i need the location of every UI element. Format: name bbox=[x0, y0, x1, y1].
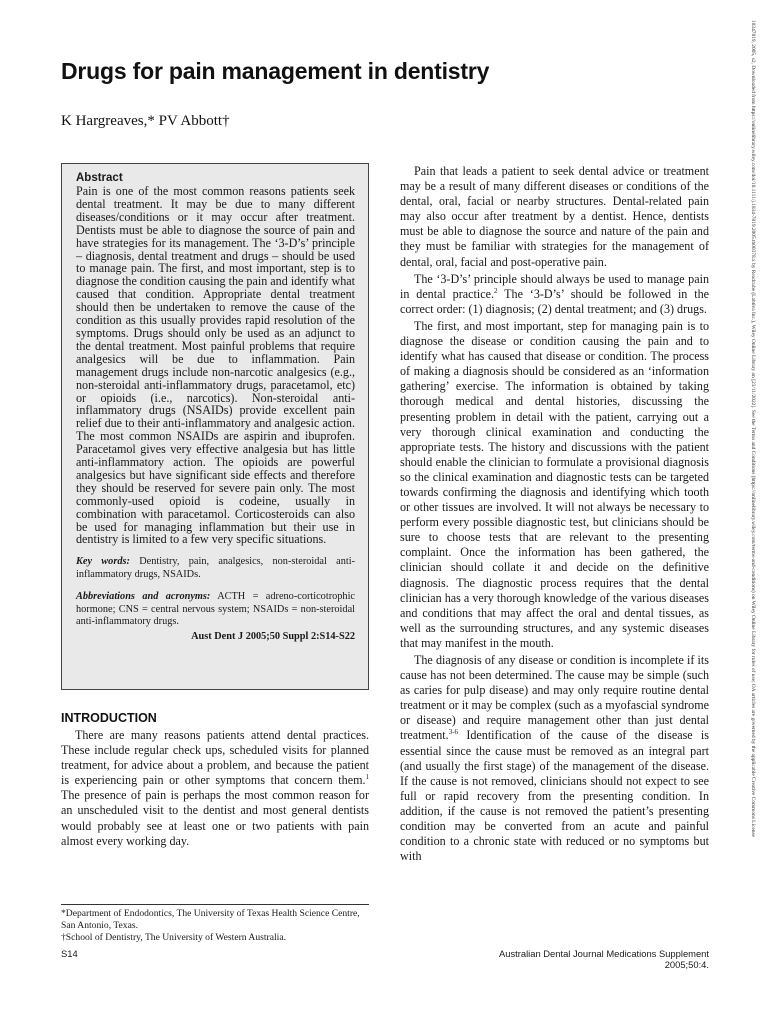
reference-marker: 3-6 bbox=[448, 728, 459, 737]
body-paragraph-4-text-b: Identification of the cause of the disease is essential since the cause must be removed as an integral part (and usually the first stage) of the management of the disease. If the cause is not removed, clinicians should not expect to see full or rapid recovery from the presenting condition. In addition, if the cause is not removed the patient’s presenting condition may be converted from an acute and painful condition to a chronic state with reduced or no symptoms but with bbox=[400, 728, 709, 864]
keywords-text: Dentistry, pain, analgesics, non-steroidal anti-inflammatory drugs, NSAIDs. bbox=[76, 556, 355, 580]
body-paragraph-4 bbox=[400, 653, 709, 864]
body-paragraph-2 bbox=[400, 272, 709, 317]
journal-footer: Australian Dental Journal Medications Supplement 2005;50:4. bbox=[498, 948, 709, 970]
reference-marker: 1 bbox=[365, 773, 369, 782]
introduction-body bbox=[61, 728, 369, 849]
article-title: Drugs for pain management in dentistry bbox=[61, 58, 490, 84]
body-paragraph-3: The first, and most important, step for managing pain is to diagnose the disease or condition causing the pain and to identify what has caused that disease or condition. The process of making a diagnosis should be considered as an ‘information gathering’ exercise. The information is obtained by taking thorough medical and dental histories, discussing the presenting problem in detail with the patient, carrying out a very thorough clinical examination and conducting the appropriate tests. The history and discussions with the patient should enable the clinician to formulate a provisional diagnosis so the clinical examination and diagnostic tests can be targeted towards confirming the diagnosis and identifying which tooth or other tissues are involved. It will not always be necessary to perform every possible diagnostic test, but clinicians should be sure to choose tests that are relevant to the presenting complaint. Once the information has been gathered, the clinician should collate it and decide on the definitive diagnosis. The diagnostic process requires that the dental clinician has a very thorough knowledge of the various diseases and conditions that may affect the oral and dental tissues, as well as the surrounding structures, and any systemic diseases that may manifest in the mouth. bbox=[400, 318, 709, 650]
introduction-paragraph bbox=[61, 728, 369, 849]
footnote-divider bbox=[61, 904, 369, 905]
abbreviations-label: Abbreviations and acronyms: bbox=[76, 591, 211, 603]
download-notice-text: 18347819, 2005, s2, Downloaded from https://onlinelibrary.wiley.com/doi/10.1111/j.1834-7819.2005.tb00378.x by Readcube (Labtiva Inc.), Wiley Online Library on [23/11/2022]. See the Terms and Conditions (https://onlinelibrary.wiley.com/terms-and-conditions) on Wiley Online Library for rules of use; OA articles are governed by the applicable Creative Commons License bbox=[750, 20, 756, 837]
footnote-affiliation-2: †School of Dentistry, The University of Western Australia. bbox=[61, 931, 286, 943]
right-column bbox=[400, 164, 709, 866]
abbreviations bbox=[76, 591, 355, 629]
footnote-affiliation-1: *Department of Endodontics, The University of Texas Health Science Centre, San Antonio, Texas. bbox=[61, 908, 360, 931]
reference-marker: 2 bbox=[493, 286, 498, 295]
page-number: S14 bbox=[61, 948, 78, 959]
footnotes bbox=[61, 908, 369, 943]
abstract-heading: Abstract bbox=[76, 172, 123, 184]
download-notice bbox=[747, 20, 759, 1010]
introduction-text-2: The presence of pain is perhaps the most common reason for an unscheduled visit to the dentist and most general dentists would probably see at least one or two patients with pain almost every working day. bbox=[61, 788, 369, 848]
introduction-text-1: There are many reasons patients attend dental practices. These include regular check ups, scheduled visits for planned treatment, for advice about a problem, and because the patient is experiencing pain or other symptoms that concern them. bbox=[61, 728, 369, 788]
keywords bbox=[76, 556, 355, 581]
introduction-heading: INTRODUCTION bbox=[61, 711, 157, 725]
body-paragraph-1: Pain that leads a patient to seek dental advice or treatment may be a result of many different diseases or conditions of the dental, oral, facial or nearby structures. Dental-related pain may also occur after treatment by a dentist. Hence, dentists must be able to diagnose the source and nature of the pain and they must be familiar with strategies for the management of dental, oral, facial and post-operative pain. bbox=[400, 164, 709, 269]
keywords-label: Key words: bbox=[76, 556, 130, 568]
article-authors: K Hargreaves,* PV Abbott† bbox=[61, 113, 230, 129]
journal-citation: Aust Dent J 2005;50 Suppl 2:S14-S22 bbox=[191, 630, 355, 642]
abbreviations-text: ACTH = adreno-corticotrophic hormone; CNS = central nervous system; NSAIDs = non-steroidal anti-inflammatory drugs. bbox=[76, 591, 356, 628]
body-paragraph-2-text-b: The ‘3-D’s’ should be followed in the correct order: (1) diagnosis; (2) dental treatment; and (3) drugs. bbox=[400, 286, 709, 316]
abstract-body: Pain is one of the most common reasons patients seek dental treatment. It may be due to many different diseases/conditions or it may occur after treatment. Dentists must be able to diagnose the source of pain and have strategies for its management. The ‘3-D’s’ principle – diagnosis, dental treatment and drugs – should be used to manage pain. The first, and most important, step is to diagnose the condition causing the pain and identify what caused that condition. Appropriate dental treatment should then be undertaken to remove the cause of the condition as this usually provides rapid resolution of the symptoms. Drugs should only be used as an adjunct to the dental treatment. Most painful problems that require analgesics will be due to inflammation. Pain management drugs include non-narcotic analgesics (e.g., non-steroidal anti-inflammatory drugs, paracetamol, etc) or opioids (i.e., narcotics). Non-steroidal anti-inflammatory drugs (NSAIDs) provide excellent pain relief due to their anti-inflammatory and analgesic action. The most common NSAIDs are aspirin and ibuprofen. Paracetamol gives very effective analgesia but has little anti-inflammatory action. The opioids are powerful analgesics but have significant side effects and therefore they should be reserved for severe pain only. The most commonly-used opioid is codeine, usually in combination with paracetamol. Corticosteroids can also be used for managing inflammation but their use in dentistry is limited to a few very specific situations. bbox=[76, 184, 355, 547]
body-paragraph-2-text-a: The ‘3-D’s’ principle should always be used to manage pain in dental practice. bbox=[400, 271, 709, 301]
body-paragraph-4-text-a: The diagnosis of any disease or condition is incomplete if its cause has not been determined. The cause may be simple (such as caries for pulp disease) and may only require routine dental treatment or it may be complex (such as a myofascial syndrome or disease) and require management other than just dental treatment. bbox=[400, 653, 709, 743]
abstract-box bbox=[61, 163, 369, 690]
